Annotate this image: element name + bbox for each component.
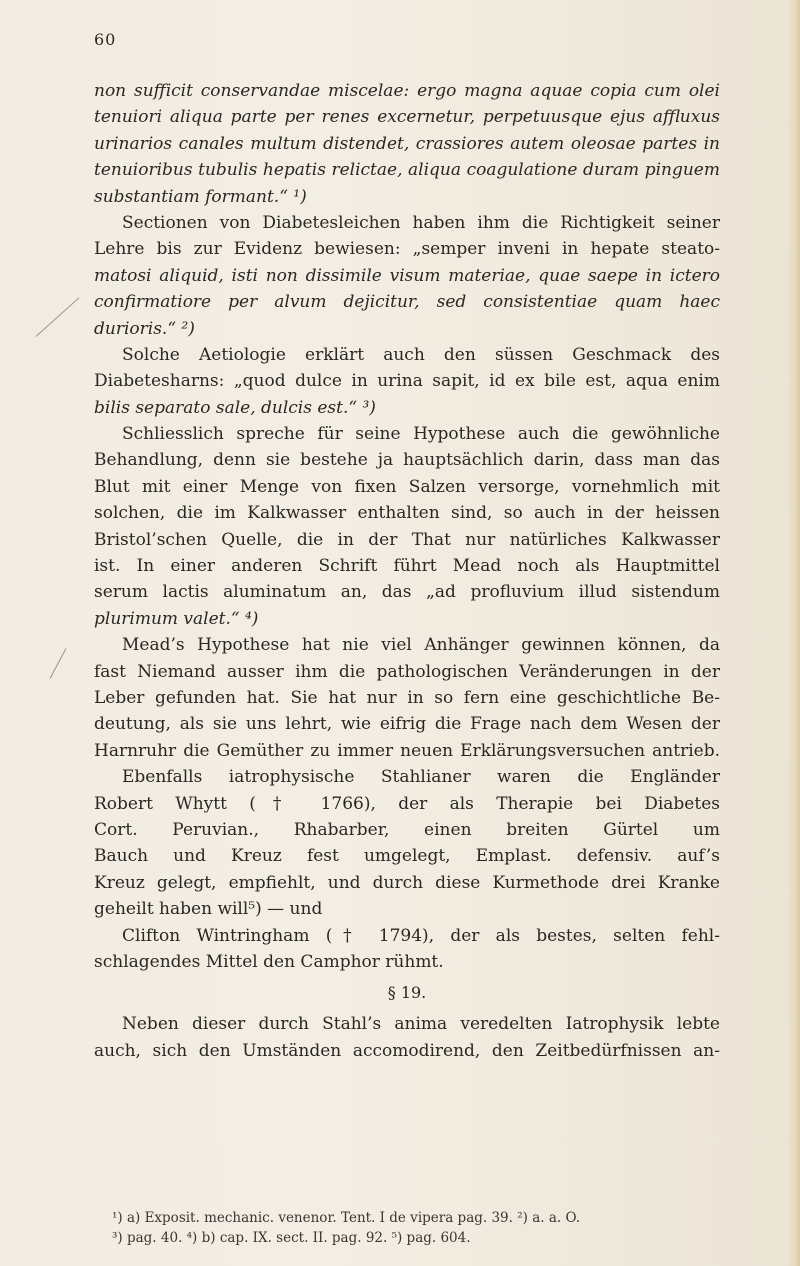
text-line: urinarios canales multum distendet, crassiores autem oleosae partes in: [94, 133, 720, 154]
pencil-mark: [50, 648, 67, 678]
text-line: Ebenfalls iatrophysische Stahlianer waren die Engländer: [122, 767, 720, 788]
page-edge-shadow: [786, 0, 800, 1266]
text-line: geheilt haben will⁵) — und: [94, 899, 323, 920]
text-line: Robert Whytt († 1766), der als Therapie bei Diabetes: [94, 793, 720, 814]
text-line: Behandlung, denn sie bestehe ja hauptsächlich darin, dass man das: [94, 450, 720, 471]
text-line: schlagendes Mittel den Camphor rühmt.: [94, 951, 444, 972]
pencil-mark: [36, 297, 80, 337]
text-line: ist. In einer anderen Schrift führt Mead noch als Hauptmittel: [94, 556, 720, 577]
paragraphs-top: [94, 78, 720, 975]
text-line: Harnruhr die Gemüther zu immer neuen Erklärungsversuchen antrieb.: [94, 740, 720, 761]
text-line: bilis separato sale, dulcis est.“ ³): [94, 397, 376, 418]
text-line: plurimum valet.“ ⁴): [94, 608, 259, 629]
text-line: tenuiori aliqua parte per renes excernetur, perpetuusque ejus affluxus: [94, 107, 720, 128]
text-line: Blut mit einer Menge von fixen Salzen versorge, vornehmlich mit: [94, 476, 720, 497]
text-line: Solche Aetiologie erklärt auch den süssen Geschmack des: [122, 344, 720, 365]
text-line: fast Niemand ausser ihm die pathologischen Veränderungen in der: [94, 661, 720, 682]
body-text: [94, 78, 720, 1064]
footnote-line: ¹) a) Exposit. mechanic. venenor. Tent. I de vipera pag. 39. ²) a. a. O.: [112, 1210, 581, 1226]
text-line: substantiam formant.“ ¹): [94, 186, 307, 207]
text-line: Mead’s Hypothese hat nie viel Anhänger gewinnen können, da: [122, 635, 720, 656]
text-line: tenuioribus tubulis hepatis relictae, aliqua coagulatione duram pinguem: [94, 160, 720, 181]
footnotes: [112, 1208, 722, 1248]
text-line: Leber gefunden hat. Sie hat nur in so fern eine geschichtliche Be-: [94, 687, 720, 708]
text-line: solchen, die im Kalkwasser enthalten sind, so auch in der heissen: [94, 503, 720, 524]
paragraphs-bottom: [94, 1011, 720, 1064]
text-line: Diabetesharns: „quod dulce in urina sapit, id ex bile est, aqua enim: [94, 371, 720, 392]
section-heading: § 19.: [387, 983, 427, 1003]
text-line: matosi aliquid, isti non dissimile visum materiae, quae saepe in ictero: [94, 265, 720, 286]
text-line: Lehre bis zur Evidenz bewiesen: „semper inveni in hepate steato-: [94, 239, 720, 260]
footnote-line: ³) pag. 40. ⁴) b) cap. IX. sect. II. pag. 92. ⁵) pag. 604.: [112, 1230, 471, 1246]
text-line: non sufficit conservandae miscelae: ergo magna aquae copia cum olei: [94, 81, 720, 101]
text-line: deutung, als sie uns lehrt, wie eifrig die Frage nach dem Wesen der: [94, 714, 720, 735]
text-line: Bauch und Kreuz fest umgelegt, Emplast. defensiv. auf’s: [94, 846, 720, 867]
text-line: Neben dieser durch Stahl’s anima veredelten Iatrophysik lebte: [122, 1014, 720, 1035]
text-line: confirmatiore per alvum dejicitur, sed consistentiae quam haec: [94, 292, 720, 313]
page-number: 60: [94, 30, 117, 49]
text-line: Cort. Peruvian., Rhabarber, einen breiten Gürtel um: [94, 819, 720, 840]
text-line: Schliesslich spreche für seine Hypothese auch die gewöhnliche: [122, 424, 720, 445]
text-line: serum lactis aluminatum an, das „ad profluvium illud sistendum: [94, 582, 720, 603]
text-line: Kreuz gelegt, empfiehlt, und durch diese Kurmethode drei Kranke: [94, 872, 720, 893]
text-line: Sectionen von Diabetesleichen haben ihm die Richtigkeit seiner: [122, 212, 720, 233]
text-line: Clifton Wintringham († 1794), der als bestes, selten fehl-: [122, 925, 720, 946]
text-line: auch, sich den Umständen accomodirend, den Zeitbedürfnissen an-: [94, 1040, 720, 1061]
text-line: Bristol’schen Quelle, die in der That nur natürliches Kalkwasser: [94, 529, 720, 550]
text-line: durioris.“ ²): [94, 318, 195, 339]
